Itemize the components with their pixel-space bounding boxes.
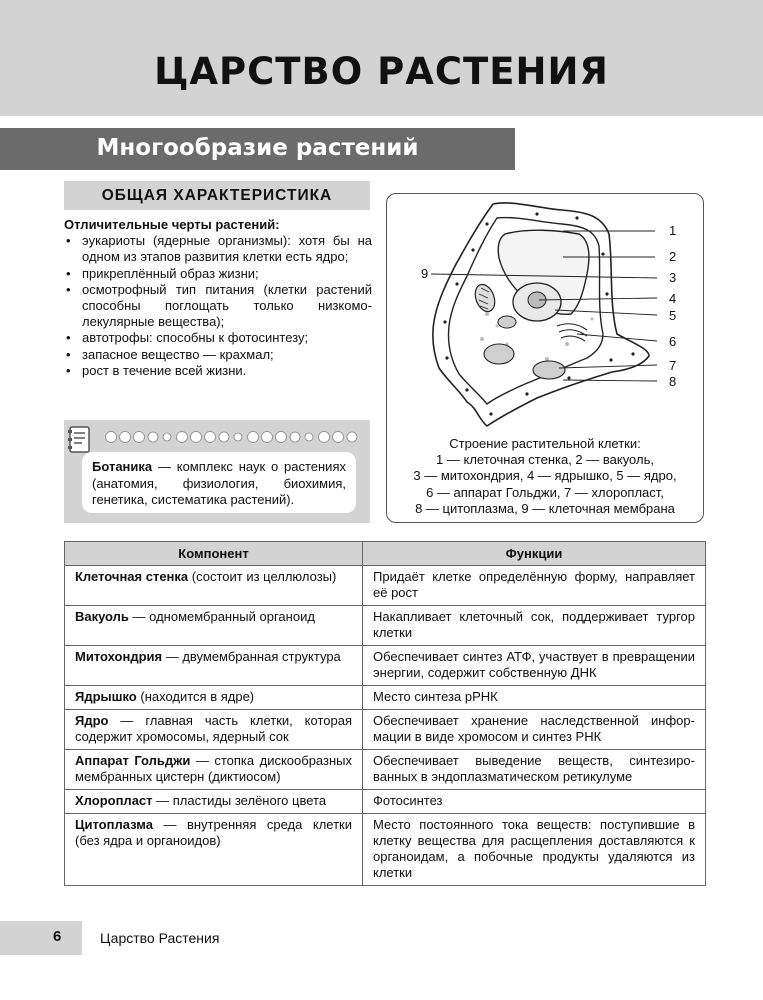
- features-title: Отличительные черты растений:: [64, 217, 280, 232]
- component-term: Аппарат Гольджи: [75, 753, 191, 768]
- component-term: Ядрышко: [75, 689, 137, 704]
- caption-line: Строение растительной клетки:: [449, 436, 641, 451]
- plant-cell-illustration: [387, 194, 703, 434]
- cell-diagram: [386, 193, 704, 523]
- function-cell: Накапливает клеточный сок, поддерживает тургор клетки: [363, 606, 706, 646]
- component-term: Хлоропласт: [75, 793, 153, 808]
- column-header-functions: Функции: [363, 542, 706, 566]
- features-list: [64, 233, 372, 379]
- footer-tab: [0, 921, 82, 955]
- component-desc: — главная часть клетки, которая содержит хромосомы, ядерный сок: [75, 713, 352, 744]
- component-cell: [65, 750, 363, 790]
- component-desc: — одномембранный органоид: [128, 609, 315, 624]
- info-definition: [82, 452, 356, 513]
- component-term: Вакуоль: [75, 609, 129, 624]
- component-desc: — пластиды зелёного цвета: [152, 793, 327, 808]
- list-item: • осмотрофный тип питания (клетки растений способны поглощать только низкомолекулярные вещества);: [64, 282, 372, 331]
- diagram-caption: [387, 436, 703, 517]
- components-table: [64, 541, 706, 886]
- component-cell: [65, 606, 363, 646]
- info-text: — комплекс наук о растениях (анатомия, физиология, биохимия, генетика, систематика растений).: [92, 459, 346, 507]
- label-9: 9: [421, 266, 429, 281]
- label-3: 3: [669, 270, 677, 285]
- table-row: [65, 750, 706, 790]
- caption-line: 1 — клеточная стенка, 2 — вакуоль,: [436, 452, 654, 468]
- info-term: Ботаника: [92, 459, 153, 474]
- caption-line: 8 — цитоплазма, 9 — клеточная мембрана: [415, 500, 675, 516]
- table-row: [65, 814, 706, 886]
- component-term: Ядро: [75, 713, 109, 728]
- notebook-icon: [68, 426, 92, 454]
- features-block: [64, 217, 372, 379]
- footer-title: Царство Растения: [100, 930, 220, 946]
- label-8: 8: [669, 374, 677, 389]
- table-header-row: [65, 542, 706, 566]
- component-cell: [65, 566, 363, 606]
- list-item: • рост в течение всей жизни.: [64, 363, 372, 379]
- component-cell: [65, 814, 363, 886]
- component-term: Митохондрия: [75, 649, 163, 664]
- function-cell: Придаёт клетке определённую форму, направляет её рост: [363, 566, 706, 606]
- table-row: [65, 710, 706, 750]
- list-item: • запасное вещество — крахмал;: [64, 347, 372, 363]
- function-cell: Фотосинтез: [363, 790, 706, 814]
- label-7: 7: [669, 358, 677, 373]
- function-cell: Обеспечивает хранение наследственной информации в виде хромосом и синтез РНК: [363, 710, 706, 750]
- page-number: 6: [53, 928, 62, 945]
- component-desc: (состоит из целлюлозы): [188, 569, 337, 584]
- section-heading: ОБЩАЯ ХАРАКТЕРИСТИКА: [64, 181, 370, 210]
- decorative-dots-icon: [104, 430, 364, 444]
- function-cell: Обеспечивает синтез АТФ, участвует в превращении энергии, содержит собственную ДНК: [363, 646, 706, 686]
- list-item: • эукариоты (ядерные организмы): хотя бы на одном из этапов развития клетки есть ядро;: [64, 233, 372, 265]
- caption-line: 3 — митохондрия, 4 — ядрышко, 5 — ядро,: [413, 468, 677, 484]
- table-row: [65, 646, 706, 686]
- component-desc: — внутренняя среда клетки (без ядра и органоидов): [75, 817, 352, 848]
- label-6: 6: [669, 334, 677, 349]
- function-cell: Обеспечивает выведение веществ, синтезированных в эндоплазматическом ретикулуме: [363, 750, 706, 790]
- table-row: [65, 686, 706, 710]
- component-desc: (находится в ядре): [136, 689, 255, 704]
- page-subtitle: Многообразие растений: [96, 135, 419, 161]
- column-header-component: Компонент: [65, 542, 363, 566]
- component-cell: [65, 790, 363, 814]
- label-1: 1: [669, 223, 677, 238]
- component-cell: [65, 646, 363, 686]
- component-cell: [65, 686, 363, 710]
- component-desc: — двумембранная структура: [162, 649, 341, 664]
- label-5: 5: [669, 308, 677, 323]
- component-cell: [65, 710, 363, 750]
- list-item: • автотрофы: способны к фотосинтезу;: [64, 330, 372, 346]
- component-term: Клеточная стенка: [75, 569, 189, 584]
- page-title: ЦАРСТВО РАСТЕНИЯ: [154, 50, 609, 93]
- table-row: [65, 566, 706, 606]
- function-cell: Место постоянного тока веществ: поступившие в клетку вещества для расщепления доставляются к органоидам, а побочные продукты удаляются из клетки: [363, 814, 706, 886]
- table-row: [65, 790, 706, 814]
- label-4: 4: [669, 291, 677, 306]
- table-row: [65, 606, 706, 646]
- info-box: [64, 420, 370, 523]
- component-term: Цитоплазма: [75, 817, 153, 832]
- label-2: 2: [669, 249, 677, 264]
- function-cell: Место синтеза рРНК: [363, 686, 706, 710]
- caption-line: 6 — аппарат Гольджи, 7 — хлоропласт,: [426, 484, 664, 500]
- component-desc: — стопка дискообразных мембранных цистерн (диктиосом): [75, 753, 352, 784]
- list-item: • прикреплённый образ жизни;: [64, 266, 372, 282]
